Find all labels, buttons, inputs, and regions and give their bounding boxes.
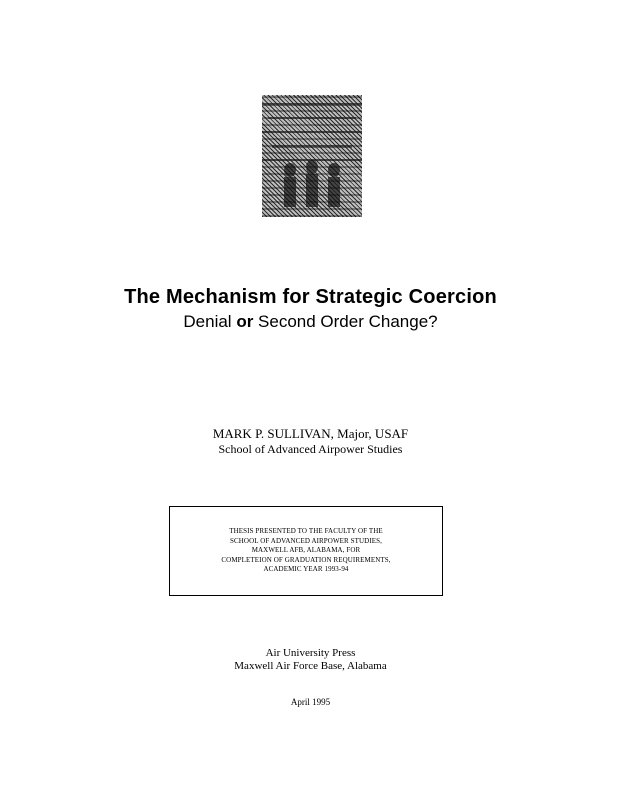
thesis-statement-box	[169, 506, 443, 596]
author-line: MARK P. SULLIVAN, Major, USAF	[212, 426, 409, 441]
subtitle-emphasis: or	[236, 312, 254, 331]
publisher-block	[0, 647, 621, 673]
thesis-line: ACADEMIC YEAR 1993-94	[263, 565, 349, 573]
school-line: School of Advanced Airpower Studies	[218, 442, 403, 456]
document-subtitle	[0, 312, 621, 332]
document-title: The Mechanism for Strategic Coercion	[124, 286, 497, 308]
emblem-figures-icon	[262, 95, 362, 217]
publication-date: April 1995	[290, 697, 331, 707]
publisher-location: Maxwell Air Force Base, Alabama	[234, 660, 387, 672]
subtitle-part-1: Denial	[183, 312, 237, 331]
thesis-line: MAXWELL AFB, ALABAMA, FOR	[251, 546, 361, 554]
halftone-emblem-image	[262, 95, 362, 217]
publisher-name: Air University Press	[265, 647, 356, 659]
subtitle-part-2: Second Order Change?	[253, 312, 438, 331]
thesis-line: COMPLETEION OF GRADUATION REQUIREMENTS,	[221, 555, 391, 564]
thesis-line: THESIS PRESENTED TO THE FACULTY OF THE	[229, 527, 383, 535]
thesis-line: SCHOOL OF ADVANCED AIRPOWER STUDIES,	[230, 536, 382, 545]
